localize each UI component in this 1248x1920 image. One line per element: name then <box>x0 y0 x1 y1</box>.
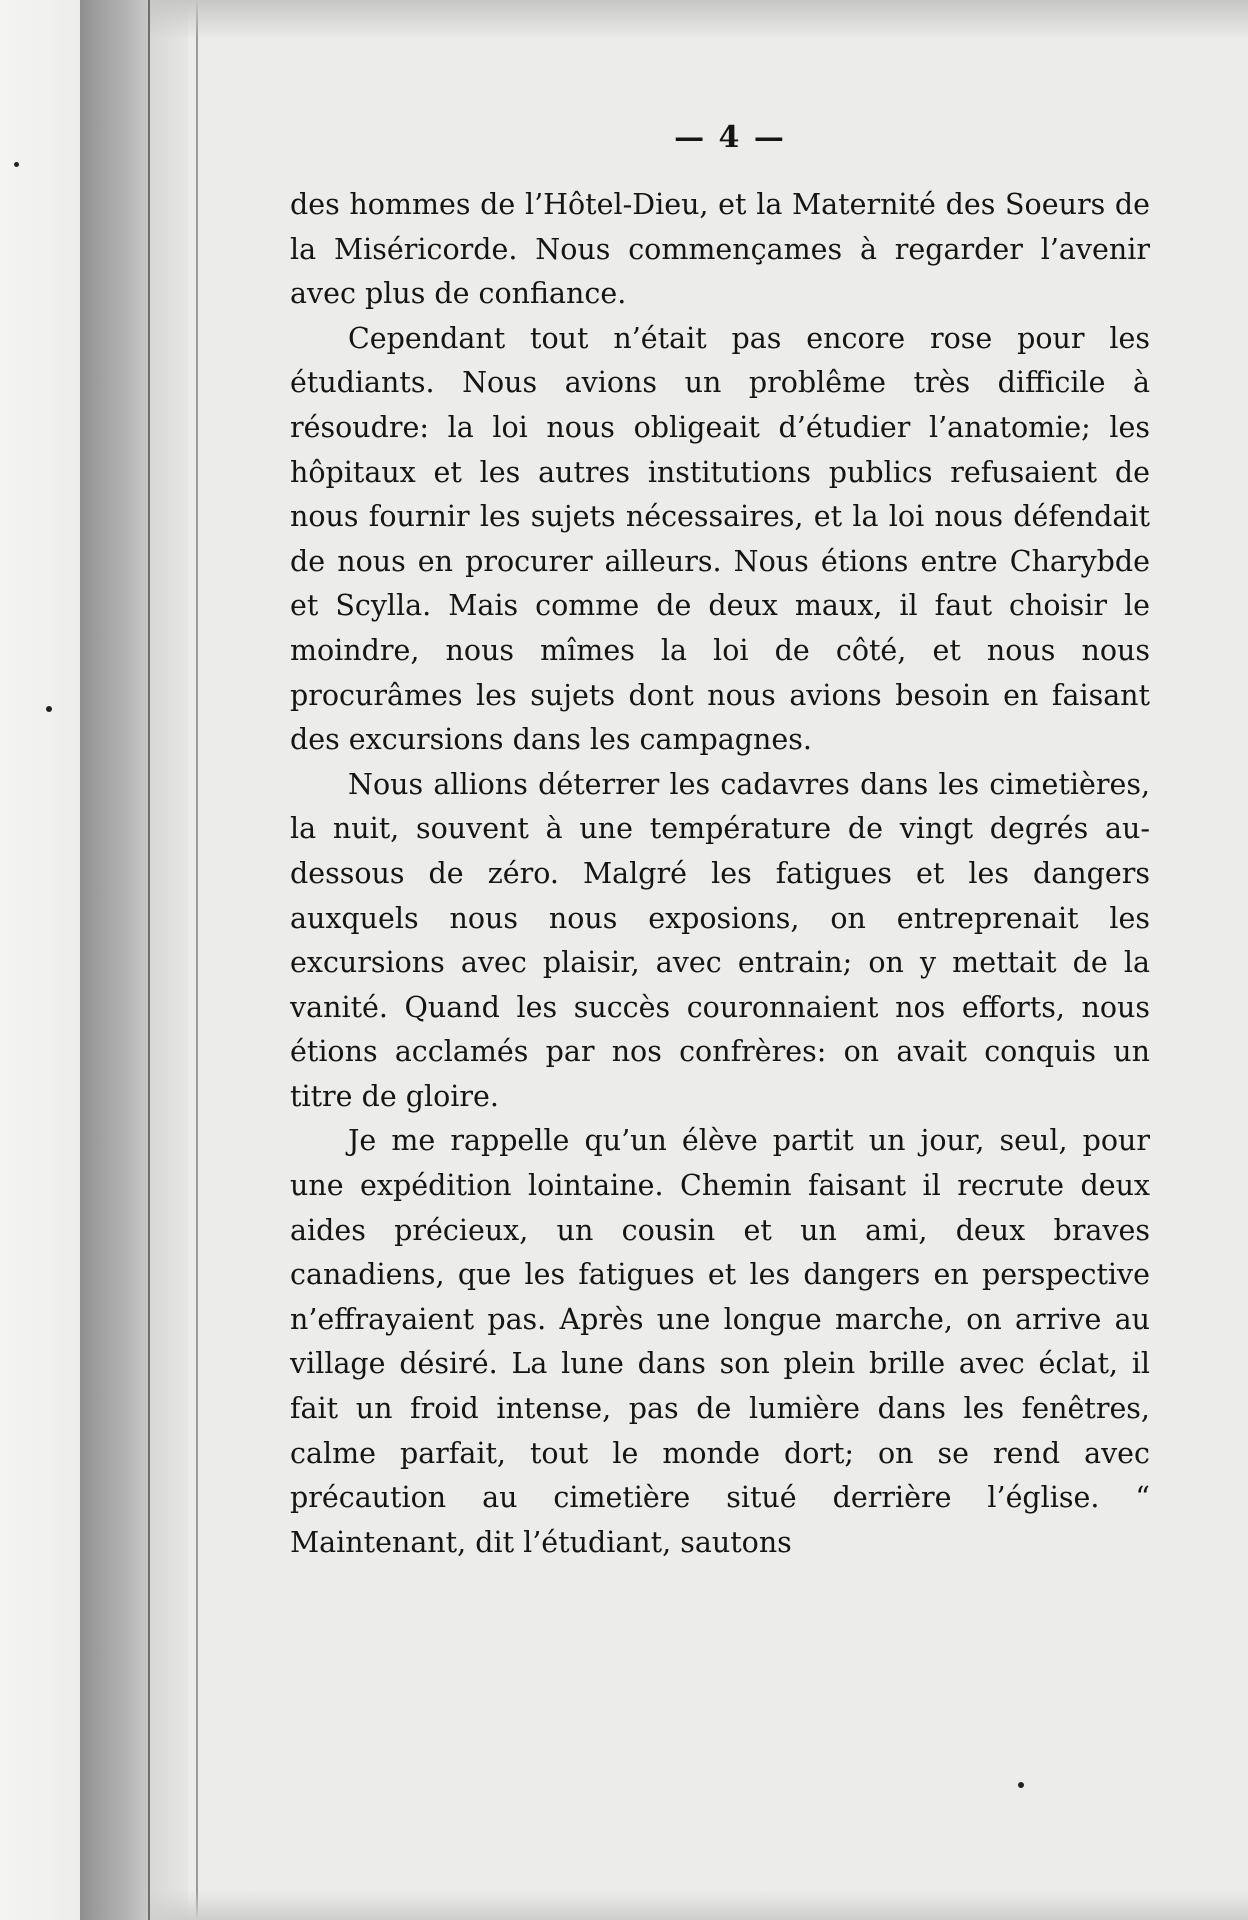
paragraph-3: Nous allions déterrer les cadavres dans les cimetières, la nuit, souvent à une température de vingt degrés au-dessous de zéro. Malgré les fatigues et les dangers auxquels nous nous exposions, on entreprenait les excursions avec plaisir, avec entrain; on y mettait de la vanité. Quand les succès couronnaient nos efforts, nous étions acclamés par nos confrères: on avait conquis un titre de gloire. <box>290 767 1150 1113</box>
print-speck <box>46 706 52 712</box>
top-shadow <box>150 0 1248 40</box>
paragraph-1: des hommes de l’Hôtel-Dieu, et la Maternité des Soeurs de la Miséricorde. Nous commençames à regarder l’avenir avec plus de confiance. <box>290 188 1150 311</box>
gutter-line <box>196 0 198 1920</box>
paragraph-2: Cependant tout n’était pas encore rose pour les étudiants. Nous avions un problême très difficile à résoudre: la loi nous obligeait d’étudier l’anatomie; les hôpitaux et les autres institutions publics refusaient de nous fournir les sujets nécessaires, et la loi nous défendait de nous en procurer ailleurs. Nous étions entre Charybde et Scylla. Mais comme de deux maux, il faut choisir le moindre, nous mîmes la loi de côté, et nous nous procurâmes les sujets dont nous avions besoin en faisant des excursions dans les campagnes. <box>290 321 1150 757</box>
body-text <box>290 183 1150 1565</box>
paragraph-4: Je me rappelle qu’un élève partit un jour, seul, pour une expédition lointaine. Chemin faisant il recrute deux aides précieux, un cousin et un ami, deux braves canadiens, que les fatigues et les dangers en perspective n’effrayaient pas. Après une longue marche, on arrive au village désiré. La lune dans son plein brille avec éclat, il fait un froid intense, pas de lumière dans les fenêtres, calme parfait, tout le monde dort; on se rend avec précaution au cimetière situé derrière l’église. “ Maintenant, dit l’étudiant, sautons <box>290 1124 1150 1559</box>
print-speck <box>1018 1782 1024 1788</box>
binding-shadow-strip <box>80 0 148 1920</box>
page-number: — 4 — <box>674 120 786 155</box>
page-edge <box>148 0 188 1920</box>
page-content <box>290 120 1150 1565</box>
binding-margin <box>0 0 80 1920</box>
bottom-shadow <box>150 1890 1248 1920</box>
print-speck <box>14 162 19 167</box>
